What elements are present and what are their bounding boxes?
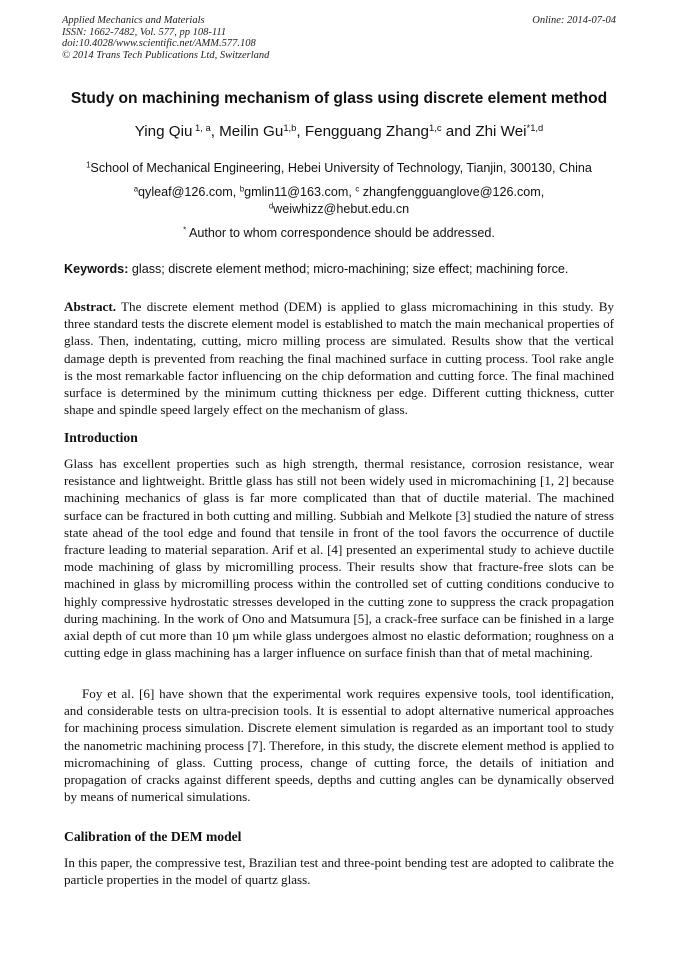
correspondence-text: Author to whom correspondence should be addressed. bbox=[186, 226, 495, 240]
publication-info bbox=[62, 15, 269, 61]
author-emails bbox=[40, 184, 638, 218]
email-line bbox=[40, 184, 638, 201]
author-marker: 1,b bbox=[283, 121, 297, 133]
email-address: gmlin11@163.com, bbox=[244, 185, 356, 199]
email-address: weiwhizz@hebut.edu.cn bbox=[273, 202, 410, 216]
author-list bbox=[40, 123, 638, 140]
introduction-paragraph: Glass has excellent properties such as high strength, thermal resistance, corrosion resistance, wear resistance and lightweight. Brittle glass has still not been widely used in micromachining [1, 2] because machining mechanics of glass is far more complicated than that of ductile material. The machined surface can be fractured in both cutting and milling. Subbiah and Melkote [3] studied the nature of stress state ahead of the tool edge and found that tensile in front of the tool favors the occurrence of ductile fracture leading to material separation. Arif et al. [4] presented an experimental study to achieve ductile mode machining of glass by micromilling process. Their results show that fracture-free slots can be machined in glass by micromilling process within the controlled set of cutting conditions conducive to highly compressive hydrostatic stresses developed in the cutting zone to suppress the crack propagation during machining. In the work of Ono and Matsumura [5], a crack-free surface can be finished in a large axial depth of cut more than 10 μm while glass undergoes almost no elastic deformation; roughness on a cutting edge in glass machining has a larger influence on surface finish than that of metal machining. bbox=[64, 456, 614, 661]
correspondence-note bbox=[40, 226, 638, 240]
abstract-text: The discrete element method (DEM) is applied to glass micromachining in this study. By three standard tests the discrete element model is established to match the main mechanical properties of glass. Then, indentating, cutting, micro milling process are simulated. Results show that the vertical damage depth is prevented from reaching the final machined surface in cutting process. Tool rake angle is the most remarkable factor influencing on the chip deformation and cutting force. The final machined surface is determined by the minimum cutting thickness per edge. Different cutting thickness, cutter shape and spindle speed largely effect on the mechanism of glass. bbox=[64, 299, 614, 418]
affiliation-marker: 1 bbox=[86, 160, 91, 170]
email-marker: c bbox=[355, 184, 360, 194]
author-name: Zhi Wei bbox=[475, 123, 527, 140]
issn-line: ISSN: 1662-7482, Vol. 577, pp 108-111 bbox=[62, 26, 227, 38]
author-marker: 1, a bbox=[192, 121, 211, 133]
abstract-label: Abstract. bbox=[64, 299, 116, 314]
author-name: Ying Qiu bbox=[134, 123, 193, 140]
calibration-paragraph: In this paper, the compressive test, Brazilian test and three-point bending test are adopted to calibrate the particle properties in the model of quartz glass. bbox=[64, 855, 614, 888]
email-marker: a bbox=[133, 184, 139, 194]
email-address: zhangfengguanglove@126.com, bbox=[359, 185, 545, 199]
author-marker: 1,c bbox=[428, 121, 442, 133]
affiliation-text: School of Mechanical Engineering, Hebei University of Technology, Tianjin, 300130, China bbox=[90, 161, 592, 175]
abstract bbox=[64, 298, 614, 418]
copyright-line: © 2014 Trans Tech Publications Ltd, Switzerland bbox=[62, 49, 270, 61]
affiliation bbox=[40, 161, 638, 175]
keywords-label: Keywords: bbox=[64, 262, 129, 276]
paper-title: Study on machining mechanism of glass using discrete element method bbox=[70, 90, 608, 107]
author-name: Meilin Gu bbox=[219, 123, 284, 140]
email-line bbox=[40, 201, 638, 218]
author-separator: , bbox=[210, 123, 220, 140]
introduction-paragraph: Foy et al. [6] have shown that the experimental work requires expensive tools, tool identification, and considerable tests on ultra-precision tools. It is essential to adopt alternative numerical approaches for machining process simulation. Discrete element simulation is regarded as an important tool to study the nanometric machining process [7]. Therefore, in this study, the discrete element method is applied to micromachining of glass. Cutting process, change of cutting force, the details of initiation and propagation of cracks against different speeds, depths and cutting angles can be dynamically observed by means of numerical simulations. bbox=[64, 686, 614, 805]
journal-name: Applied Mechanics and Materials bbox=[62, 15, 205, 26]
keywords-text: glass; discrete element method; micro-machining; size effect; machining force. bbox=[128, 262, 569, 276]
online-date: Online: 2014-07-04 bbox=[532, 15, 616, 26]
author-separator: , bbox=[296, 123, 305, 140]
email-marker: b bbox=[239, 184, 245, 194]
author-marker: *1,d bbox=[526, 121, 544, 133]
doi-line: doi:10.4028/www.scientific.net/AMM.577.108 bbox=[62, 38, 256, 50]
section-heading-introduction: Introduction bbox=[64, 430, 138, 445]
author-separator: and bbox=[441, 123, 476, 140]
email-marker: d bbox=[268, 201, 274, 211]
correspondence-marker: * bbox=[183, 225, 187, 235]
email-address: qyleaf@126.com, bbox=[138, 185, 240, 199]
author-name: Fengguang Zhang bbox=[304, 123, 429, 140]
section-heading-calibration: Calibration of the DEM model bbox=[64, 829, 242, 844]
keywords bbox=[64, 262, 624, 276]
